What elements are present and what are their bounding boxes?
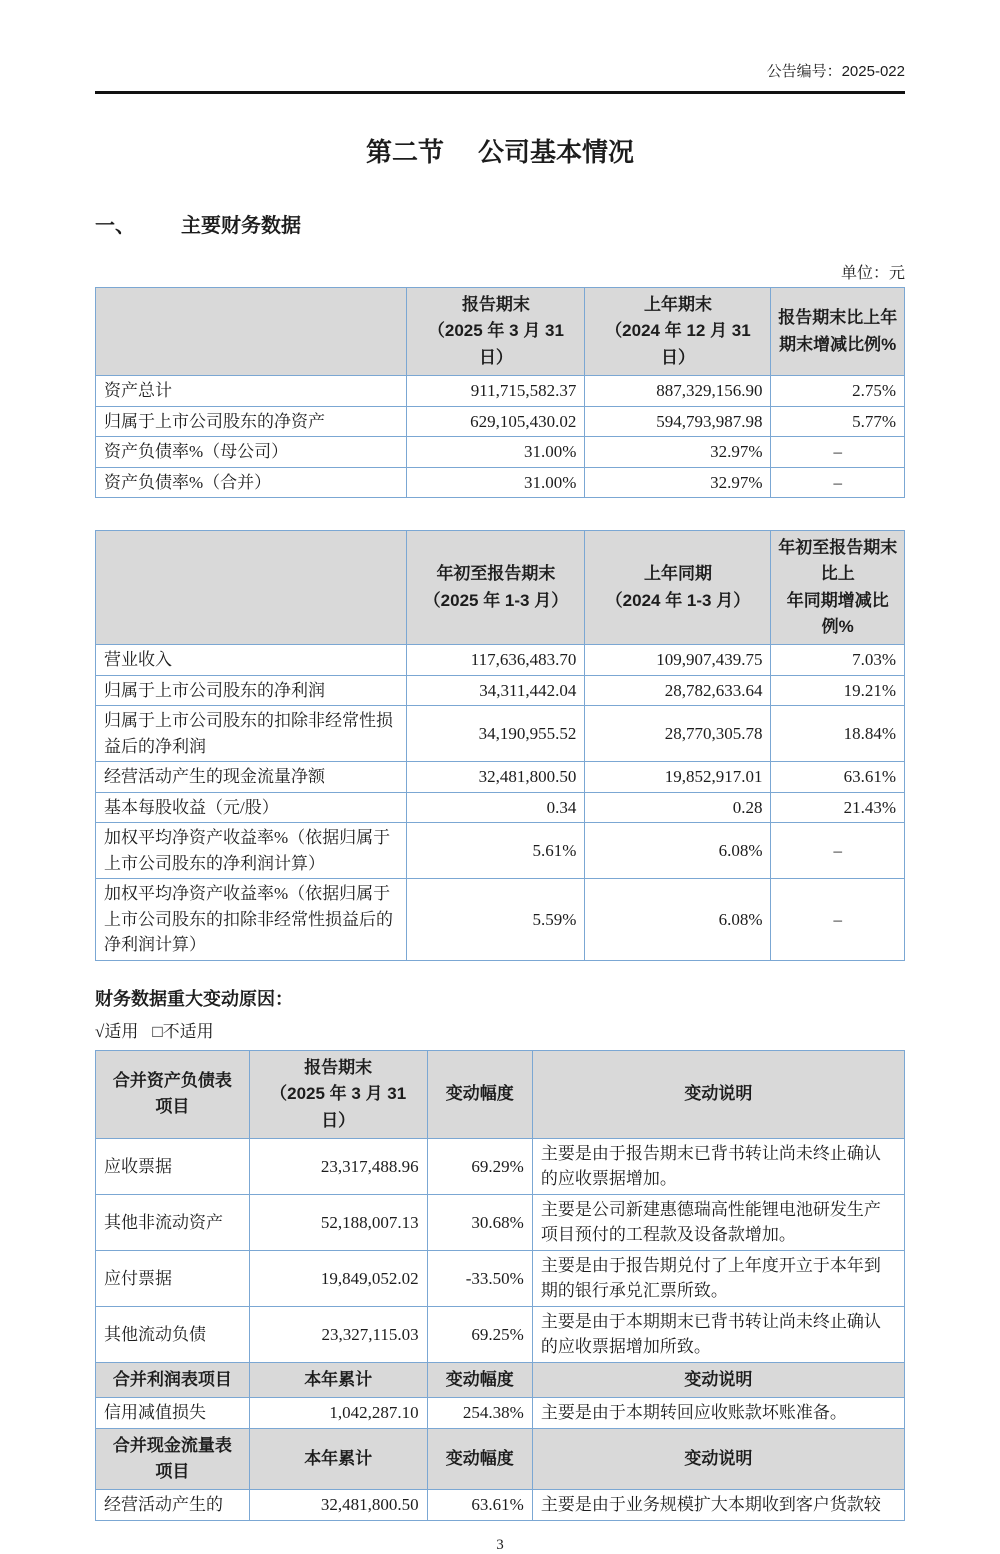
item-cell: 资产总计 [96,376,407,407]
table-row [96,792,905,823]
applicable-checked: √适用 [95,1021,139,1041]
amount-cell: 23,317,488.96 [249,1138,427,1194]
col-header-amount: 本年累计 [249,1362,427,1397]
change-reasons-heading: 财务数据重大变动原因： [95,988,293,1009]
change-cell: – [771,879,905,961]
value-cell: 32.97% [585,437,771,468]
change-details-table [95,1050,905,1521]
change-cell: -33.50% [427,1250,532,1306]
col-header-item: 合并资产负债表 项目 [96,1050,250,1138]
table-row [96,406,905,437]
applicable-selector [95,1017,905,1042]
amount-cell: 19,849,052.02 [249,1250,427,1306]
income-header-row [96,1362,905,1397]
item-cell: 其他非流动资产 [96,1194,250,1250]
reason-cell: 主要是由于报告期末已背书转让尚未终止确认的应收票据增加。 [532,1138,904,1194]
item-cell: 应收票据 [96,1138,250,1194]
col-header-amount: 本年累计 [249,1428,427,1490]
change-cell: 2.75% [771,376,905,407]
item-cell: 归属于上市公司股东的净资产 [96,406,407,437]
change-cell: 30.68% [427,1194,532,1250]
item-cell: 加权平均净资产收益率%（依据归属于上市公司股东的扣除非经常性损益后的净利润计算） [96,879,407,961]
balance-summary-table [95,287,905,498]
item-cell: 基本每股收益（元/股） [96,792,407,823]
change-cell: 7.03% [771,645,905,676]
table-header-row [96,531,905,645]
table-row [96,1250,905,1306]
reason-cell: 主要是由于本期转回应收账款坏账准备。 [532,1398,904,1429]
change-cell: – [771,823,905,879]
item-cell: 经营活动产生的 [96,1490,250,1521]
value-cell: 32.97% [585,467,771,498]
amount-cell: 52,188,007.13 [249,1194,427,1250]
col-header-reason: 变动说明 [532,1050,904,1138]
table-row [96,823,905,879]
table-row [96,467,905,498]
value-cell: 0.28 [585,792,771,823]
change-cell: 69.25% [427,1306,532,1362]
item-cell: 归属于上市公司股东的扣除非经常性损益后的净利润 [96,706,407,762]
reason-cell: 主要是公司新建惠德瑞高性能锂电池研发生产项目预付的工程款及设备款增加。 [532,1194,904,1250]
col-header-change: 变动幅度 [427,1050,532,1138]
item-cell: 营业收入 [96,645,407,676]
value-cell: 34,311,442.04 [407,675,585,706]
change-cell: 18.84% [771,706,905,762]
item-cell: 资产负债率%（合并） [96,467,407,498]
table-row [96,1194,905,1250]
value-cell: 594,793,987.98 [585,406,771,437]
empty-header-cell [96,531,407,645]
doc-number: 公告编号：2025-022 [766,63,905,80]
col-header-reason: 变动说明 [532,1362,904,1397]
item-cell: 加权平均净资产收益率%（依据归属于上市公司股东的净利润计算） [96,823,407,879]
balance-header-row [96,1050,905,1138]
page-number: 3 [496,1536,504,1553]
change-cell: 63.61% [427,1490,532,1521]
col-header-amount: 报告期末 （2025 年 3 月 31 日） [249,1050,427,1138]
value-cell: 629,105,430.02 [407,406,585,437]
value-cell: 28,770,305.78 [585,706,771,762]
value-cell: 6.08% [585,823,771,879]
item-cell: 资产负债率%（母公司） [96,437,407,468]
cashflow-header-row [96,1428,905,1490]
table-row [96,1398,905,1429]
header-divider [95,91,905,94]
value-cell: 31.00% [407,437,585,468]
value-cell: 911,715,582.37 [407,376,585,407]
amount-cell: 23,327,115.03 [249,1306,427,1362]
col-header-current: 报告期末 （2025 年 3 月 31 日） [407,288,585,376]
value-cell: 109,907,439.75 [585,645,771,676]
col-header-prior: 上年期末 （2024 年 12 月 31 日） [585,288,771,376]
table-row [96,706,905,762]
col-header-change: 年初至报告期末比上 年同期增减比例% [771,531,905,645]
not-applicable-unchecked: □不适用 [152,1021,214,1041]
amount-cell: 32,481,800.50 [249,1490,427,1521]
table-row [96,1138,905,1194]
change-cell: – [771,467,905,498]
change-cell: 21.43% [771,792,905,823]
value-cell: 5.61% [407,823,585,879]
item-cell: 经营活动产生的现金流量净额 [96,762,407,793]
value-cell: 0.34 [407,792,585,823]
table-row [96,675,905,706]
amount-cell: 1,042,287.10 [249,1398,427,1429]
change-cell: 5.77% [771,406,905,437]
reason-cell: 主要是由于业务规模扩大本期收到客户货款较 [532,1490,904,1521]
empty-header-cell [96,288,407,376]
value-cell: 117,636,483.70 [407,645,585,676]
change-cell: 254.38% [427,1398,532,1429]
table-row [96,1490,905,1521]
col-header-item: 合并现金流量表 项目 [96,1428,250,1490]
item-cell: 应付票据 [96,1250,250,1306]
value-cell: 5.59% [407,879,585,961]
change-cell: 19.21% [771,675,905,706]
table-row [96,437,905,468]
value-cell: 31.00% [407,467,585,498]
table-row [96,762,905,793]
col-header-change: 变动幅度 [427,1428,532,1490]
change-cell: 69.29% [427,1138,532,1194]
unit-note: 单位：元 [840,265,905,282]
col-header-current: 年初至报告期末 （2025 年 1-3 月） [407,531,585,645]
value-cell: 28,782,633.64 [585,675,771,706]
page-title: 第二节 公司基本情况 [365,137,635,167]
col-header-change: 变动幅度 [427,1362,532,1397]
income-summary-table [95,530,905,961]
item-cell: 归属于上市公司股东的净利润 [96,675,407,706]
col-header-reason: 变动说明 [532,1428,904,1490]
change-cell: – [771,437,905,468]
col-header-change: 报告期末比上年 期末增减比例% [771,288,905,376]
value-cell: 32,481,800.50 [407,762,585,793]
value-cell: 19,852,917.01 [585,762,771,793]
value-cell: 6.08% [585,879,771,961]
col-header-item: 合并利润表项目 [96,1362,250,1397]
section-heading: 一、 主要财务数据 [95,215,301,237]
item-cell: 其他流动负债 [96,1306,250,1362]
table-row [96,1306,905,1362]
col-header-prior: 上年同期 （2024 年 1-3 月） [585,531,771,645]
item-cell: 信用减值损失 [96,1398,250,1429]
table-header-row [96,288,905,376]
reason-cell: 主要是由于报告期兑付了上年度开立于本年到期的银行承兑汇票所致。 [532,1250,904,1306]
table-row [96,879,905,961]
change-cell: 63.61% [771,762,905,793]
table-row [96,645,905,676]
reason-cell: 主要是由于本期期末已背书转让尚未终止确认的应收票据增加所致。 [532,1306,904,1362]
table-row [96,376,905,407]
value-cell: 887,329,156.90 [585,376,771,407]
value-cell: 34,190,955.52 [407,706,585,762]
